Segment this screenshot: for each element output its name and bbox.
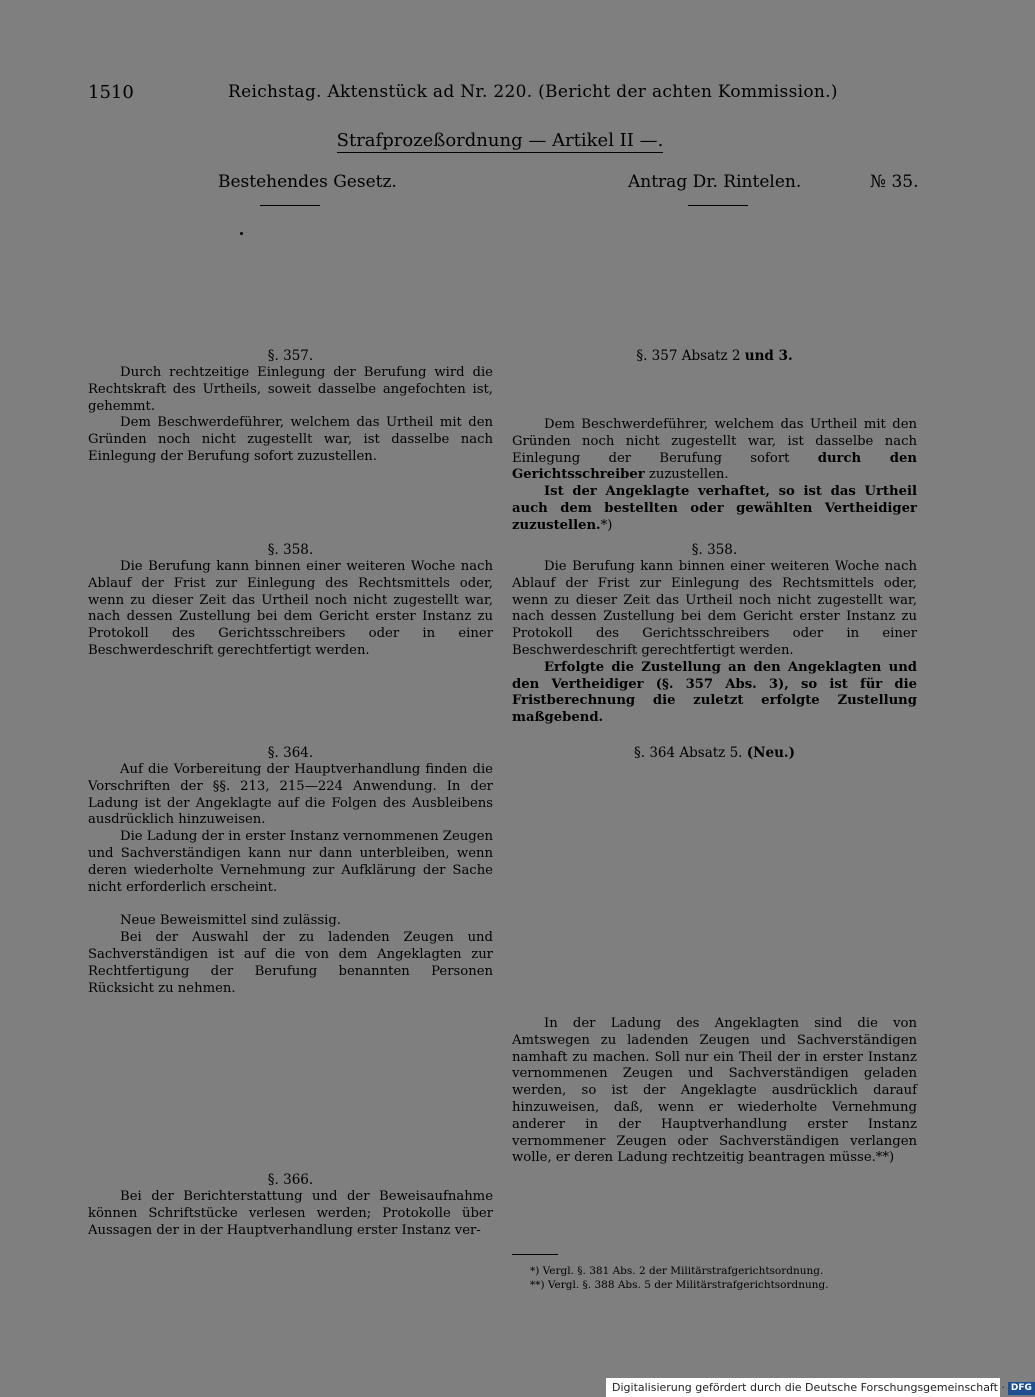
page-header [88,82,920,108]
right-section-364-body [512,1016,917,1167]
paragraph: Erfolgte die Zustellung an den Angeklagten und den Vertheidiger (§. 357 Abs. 3), so ist für die Fristberechnung die zuletzt erfolgte Zustellung maßgebend. [512,659,917,726]
right-section-heading-364: §. 364 Absatz 5. (Neu.) [634,745,795,761]
left-section-364-body [88,762,493,997]
page-number: 1510 [88,82,134,103]
print-speck [240,232,243,235]
paragraph: Die Berufung kann binnen einer weiteren Woche nach Ablauf der Frist zur Einlegung des Rechtsmittels oder, wenn zu dieser Zeit das Urtheil noch nicht zugestellt war, nach dessen Zustellung bei dem Gericht erster Instanz zu Protokoll des Gerichtsschreibers oder in einer Beschwerdeschrift gerechtfertigt werden. [88,559,493,658]
footnote-1: *) Vergl. §. 381 Abs. 2 der Militärstrafgerichtsordnung. [530,1265,824,1277]
paragraph: Durch rechtzeitige Einlegung der Berufung wird die Rechtskraft des Urtheils, soweit dasselbe angefochten ist, gehemmt. [88,365,493,414]
paragraph: Auf die Vorbereitung der Hauptverhandlung finden die Vorschriften der §§. 213, 215—224 Anwendung. In der Ladung ist der Angeklagte auf die Folgen des Ausbleibens ausdrücklich hinzuweisen. [88,762,493,828]
right-heading-rule [688,205,748,206]
footnote-rule [512,1254,558,1255]
paragraph: Bei der Auswahl der zu ladenden Zeugen und Sachverständigen ist auf die von dem Angeklagten zur Rechtfertigung der Berufung benannten Personen Rücksicht zu nehmen. [88,930,493,996]
right-section-357-body [512,417,917,535]
digitization-credit: Digitalisierung gefördert durch die Deutsche Forschungsgemeinschaft · DFG [606,1378,1000,1397]
left-heading-rule [260,205,320,206]
left-section-366-body [88,1189,493,1239]
left-section-heading-364: §. 364. [267,745,314,761]
dfg-logo: DFG [1008,1382,1035,1395]
footnotes [530,1264,910,1292]
left-column-heading: Bestehendes Gesetz. [218,172,397,192]
left-section-heading-358: §. 358. [267,542,314,558]
paragraph: Dem Beschwerdeführer, welchem das Urtheil mit den Gründen noch nicht zugestellt war, ist dasselbe nach Einlegung der Berufung sofort zuzustellen. [88,415,493,464]
paragraph: Die Berufung kann binnen einer weiteren Woche nach Ablauf der Frist zur Einlegung des Rechtsmittels oder, wenn zu dieser Zeit das Urtheil noch nicht zugestellt war, nach dessen Zustellung bei dem Gericht erster Instanz zu Protokoll des Gerichtsschreibers oder in einer Beschwerdeschrift gerechtfertigt werden. [512,559,917,658]
left-section-heading-366: §. 366. [267,1172,314,1188]
paragraph: Ist der Angeklagte verhaftet, so ist das Urtheil auch dem bestellten oder gewählten Vertheidiger zuzustellen.*) [512,484,917,533]
right-section-heading-357: §. 357 Absatz 2 und 3. [636,348,793,364]
left-section-358-body [88,559,493,660]
paragraph: Die Ladung der in erster Instanz vernommenen Zeugen und Sachverständigen kann nur dann unterbleiben, wenn deren wiederholte Vernehmung zur Aufklärung der Sache nicht erforderlich erscheint. [88,829,493,895]
running-title: Reichstag. Aktenstück ad Nr. 220. (Bericht der achten Kommission.) [228,82,838,102]
right-section-heading-358: §. 358. [691,542,738,558]
paragraph: Neue Beweismittel sind zulässig. [120,913,341,929]
section-title: Strafprozeßordnung — Artikel II —. [336,130,664,151]
paragraph: Bei der Berichterstattung und der Beweisaufnahme können Schriftstücke verlesen werden; Protokolle über Aussagen der in der Hauptverhandlung erster Instanz ver- [88,1189,493,1238]
left-section-heading-357: §. 357. [267,348,314,364]
left-section-357-body [88,365,493,466]
right-section-358-body [512,559,917,727]
document-number: № 35. [870,172,919,192]
paragraph: In der Ladung des Angeklagten sind die von Amtswegen zu ladenden Zeugen und Sachverständigen namhaft zu machen. Soll nur ein Theil der in erster Instanz vernommenen Zeugen und Sachverständigen geladen werden, so ist der Angeklagte ausdrücklich darauf hinzuweisen, daß, wenn er wiederholte Vernehmung anderer in der Hauptverhandlung erster Instanz vernommener Zeugen oder Sachverständigen verlangen wolle, er deren Ladung rechtzeitig beantragen müsse.**) [512,1016,917,1166]
paragraph: Dem Beschwerdeführer, welchem das Urtheil mit den Gründen noch nicht zugestellt war, ist dasselbe nach Einlegung der Berufung sofort durch den Gerichtsschreiber zuzustellen. [512,417,917,483]
footnote-2: **) Vergl. §. 388 Abs. 5 der Militärstrafgerichtsordnung. [530,1279,829,1291]
right-column-heading: Antrag Dr. Rintelen. [628,172,802,192]
